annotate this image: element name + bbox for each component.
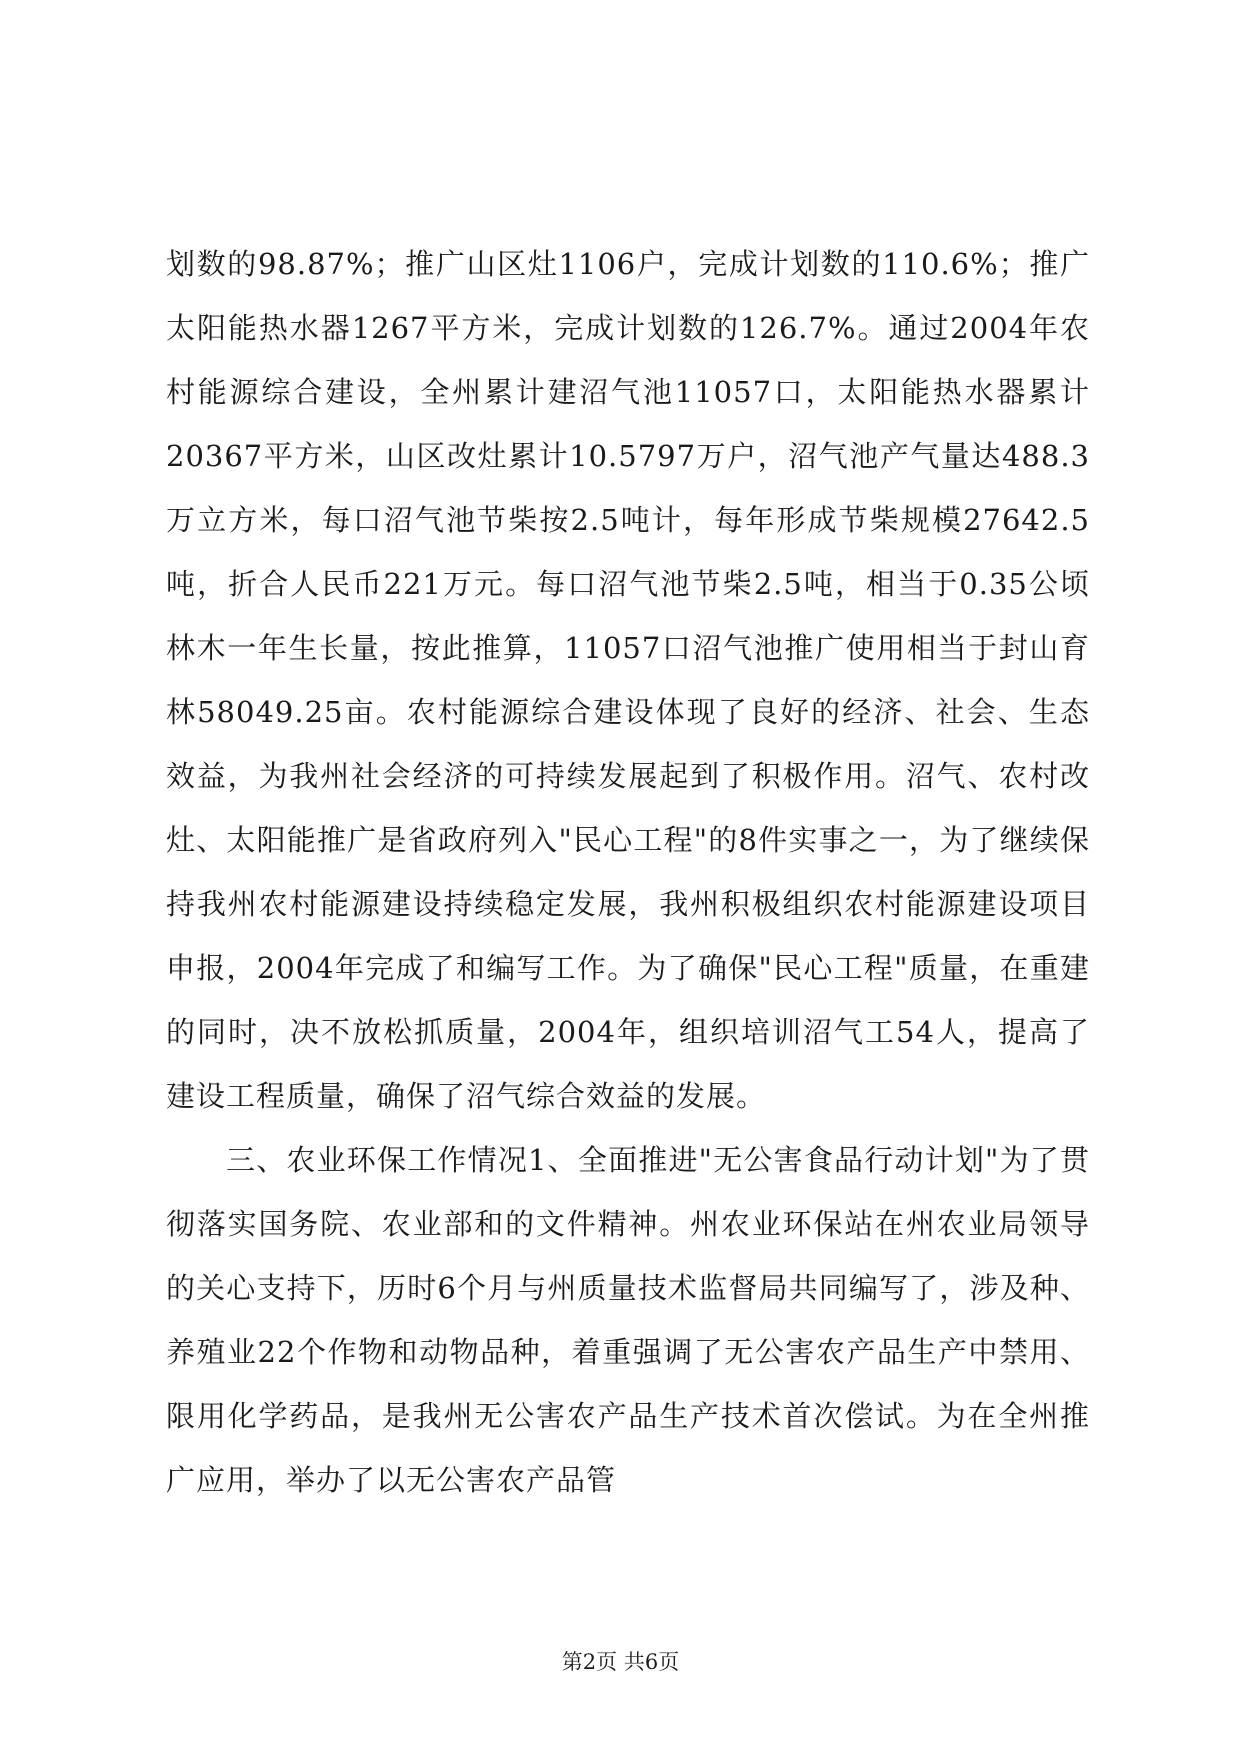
page-footer: 第2页 共6页 bbox=[561, 1650, 680, 1674]
document-body bbox=[166, 232, 1090, 1512]
paragraph-energy-construction: 划数的98.87%；推广山区灶1106户，完成计划数的110.6%；推广太阳能热水器1267平方米，完成计划数的126.7%。通过2004年农村能源综合建设，全州累计建沼气池11057口，太阳能热水器累计20367平方米，山区改灶累计10.5797万户，沼气池产气量达488.3万立方米，每口沼气池节柴按2.5吨计，每年形成节柴规模27642.5吨，折合人民币221万元。每口沼气池节柴2.5吨，相当于0.35公顷林木一年生长量，按此推算，11057口沼气池推广使用相当于封山育林58049.25亩。农村能源综合建设体现了良好的经济、社会、生态效益，为我州社会经济的可持续发展起到了积极作用。沼气、农村改灶、太阳能推广是省政府列入"民心工程"的8件实事之一，为了继续保持我州农村能源建设持续稳定发展，我州积极组织农村能源建设项目申报，2004年完成了和编写工作。为了确保"民心工程"质量，在重建的同时，决不放松抓质量，2004年，组织培训沼气工54人，提高了建设工程质量，确保了沼气综合效益的发展。 bbox=[166, 247, 1090, 1113]
paragraph-agri-environment: 三、农业环保工作情况1、全面推进"无公害食品行动计划"为了贯彻落实国务院、农业部和的文件精神。州农业环保站在州农业局领导的关心支持下，历时6个月与州质量技术监督局共同编写了，涉及种、养殖业22个作物和动物品种，着重强调了无公害农产品生产中禁用、限用化学药品，是我州无公害农产品生产技术首次偿试。为在全州推广应用，举办了以无公害农产品管 bbox=[166, 1143, 1090, 1497]
